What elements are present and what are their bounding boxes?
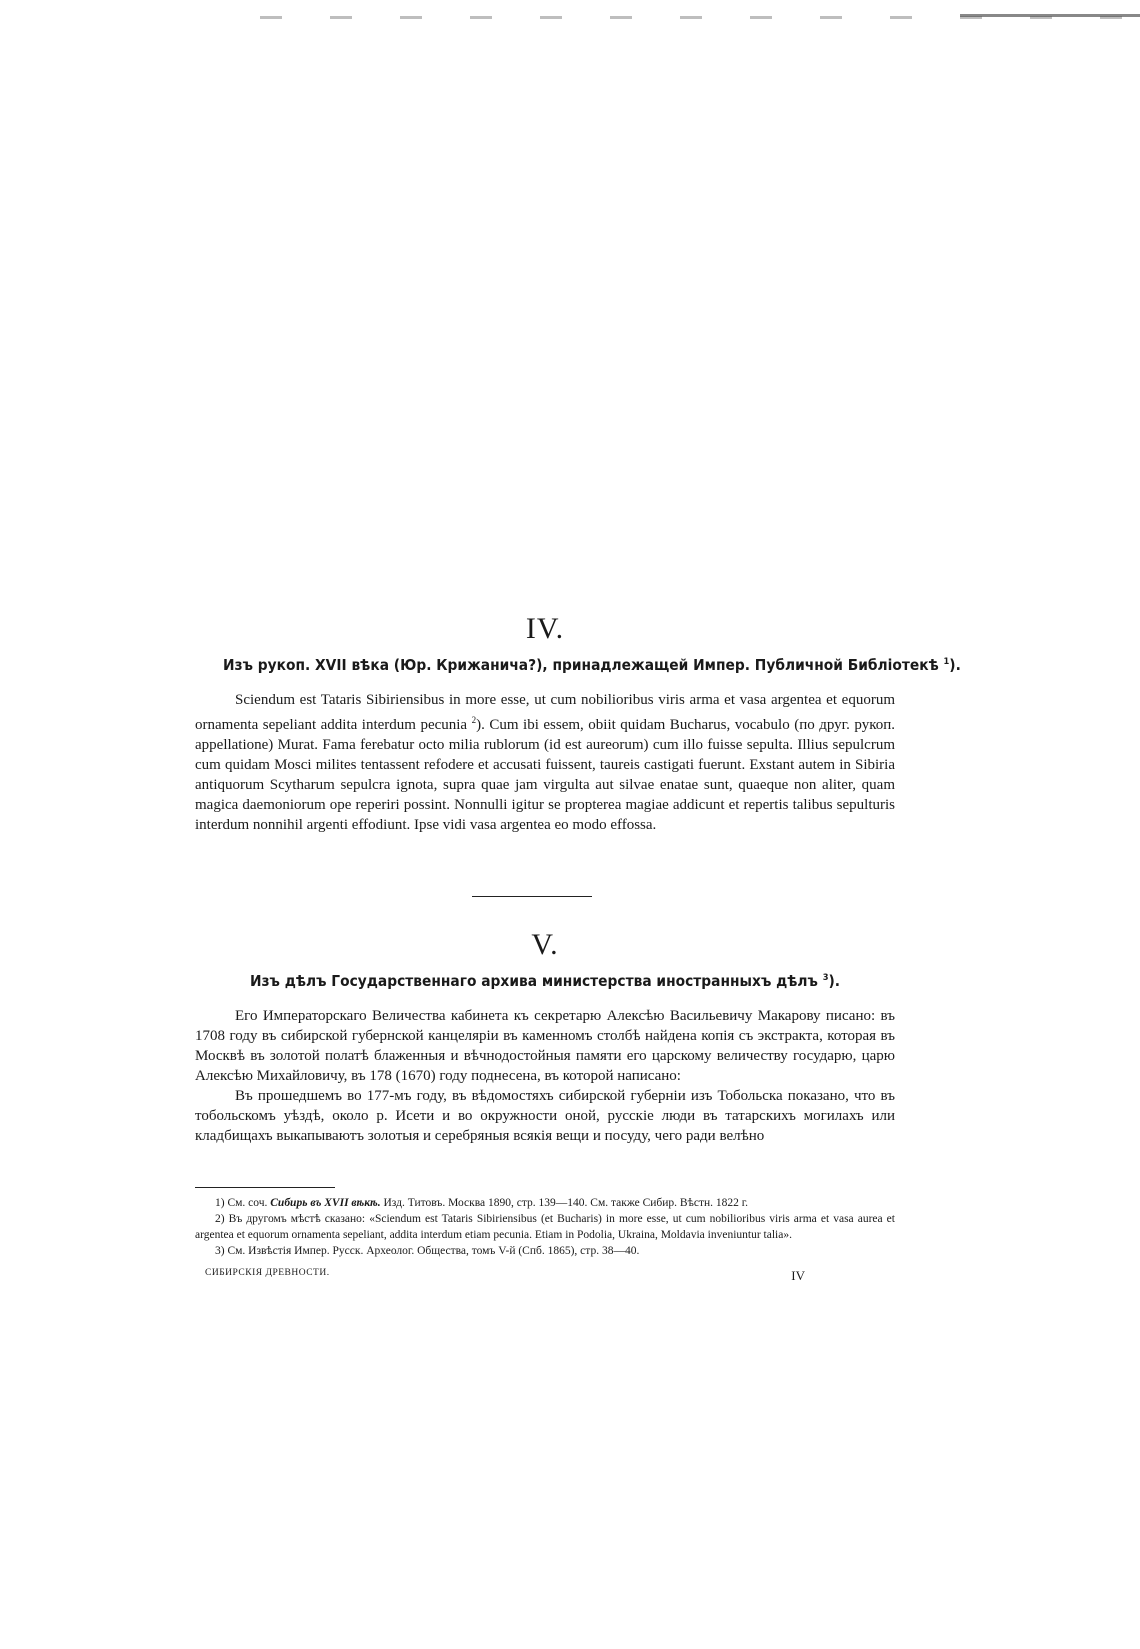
section-iv-text-b: ). Cum ibi essem, obiit quidam Bucharus, vocabulo (по друг. рукоп. appellatione) Murat. Fama ferebatur octo milia rublorum (id est aureorum) cum illo fuisse sepulta. Illius sepulcrum cum quidam Mosci milites tentassent refodere et accusati fuissent, taureis castigati fuerunt. Exstant autem in Sibiria antiquorum Scytharum sepulcra ignota, supra quae jam virgulta aut silvae enatae sunt, quaeque non aliter, quam magica daemoniorum ope reperiri possint. Nonnulli igitur se propterea magiae addicunt et repertis talibus sepulturis interdum nonnihil argenti effodiunt. Ipse vidi vasa argentea eo modo effossa. [195, 717, 895, 833]
section-v-numeral: V. [531, 928, 559, 961]
footnotes [195, 1195, 895, 1259]
section-v [195, 928, 895, 1146]
page-number: IV [791, 1268, 805, 1283]
section-v-paragraph-2: Въ прошедшемъ во 177-мъ году, въ вѣдомостяхъ сибирской губерніи изъ Тобольска показано, что въ тобольскомъ уѣздѣ, около р. Исети и во окружности оной, русскіе люди въ татарскихъ могилахъ или кладбищахъ выкапываютъ золотыя и серебряныя всякія вещи и посуду, чего ради велѣно [195, 1088, 895, 1144]
section-v-heading [223, 972, 867, 990]
section-iv [195, 612, 961, 835]
footnote-ref-2: 2 [471, 715, 477, 725]
page-footer [205, 1268, 805, 1284]
section-v-heading-close: ). [828, 972, 841, 990]
footnote-ref-1: 1 [943, 657, 950, 667]
scan-artifact-edge [960, 14, 1140, 17]
section-iv-body [195, 690, 895, 835]
footnote-1-a: 1) См. соч. [215, 1197, 268, 1209]
section-iv-heading-close: ). [949, 656, 961, 674]
footnote-ref-3: 3 [822, 973, 829, 983]
section-v-heading-text: Изъ дѣлъ Государственнаго архива министерства иностранныхъ дѣлъ [249, 972, 818, 990]
footnote-1 [195, 1195, 895, 1211]
section-divider [472, 896, 592, 897]
footnote-1-b: Изд. Титовъ. Москва 1890, стр. 139—140. См. также Сибир. Вѣстн. 1822 г. [383, 1197, 749, 1209]
printer-signature: СИБИРСКІЯ ДРЕВНОСТИ. [205, 1268, 330, 1278]
section-iv-heading [223, 656, 961, 674]
footnote-1-title: Сибирь въ XVII вѣкѣ. [270, 1197, 381, 1209]
section-iv-heading-text: Изъ рукоп. XVII вѣка (Юр. Крижанича?), принадлежащей Импер. Публичной Библіотекѣ [223, 656, 939, 674]
section-v-paragraph-1: Его Императорскаго Величества кабинета къ секретарю Алексѣю Васильевичу Макарову писано: въ 1708 году въ сибирской губернской канцеляріи въ каменномъ столбѣ найдена копія съ экстракта, которая въ Москвѣ въ золотой полатѣ блаженныя и вѣчнодостойныя памяти его царскому величеству государю, царю Алексѣю Михайловичу, въ 178 (1670) году поднесена, въ которой написано: [195, 1008, 895, 1084]
footnote-2: 2) Въ другомъ мѣстѣ сказано: «Sciendum est Tataris Sibiriensibus (et Bucharis) in more esse, ut cum nobilioribus viris arma et vasa aurea et argentea et equorum ornamenta sepeliant, addita interdum etiam pecunia. Etiam in Podolia, Ukraina, Moldavia inveniuntur talia». [195, 1213, 895, 1241]
footnotes-rule [195, 1187, 335, 1188]
section-iv-numeral: IV. [525, 612, 565, 645]
section-iv-text-a: Sciendum est Tataris Sibiriensibus in more esse, ut cum nobilioribus viris arma et vasa argentea et equorum ornamenta sepeliant addita interdum pecunia [195, 692, 895, 733]
footnote-3: 3) См. Извѣстія Импер. Русск. Археолог. Общества, томъ V-й (Спб. 1865), стр. 38—40. [215, 1245, 640, 1257]
